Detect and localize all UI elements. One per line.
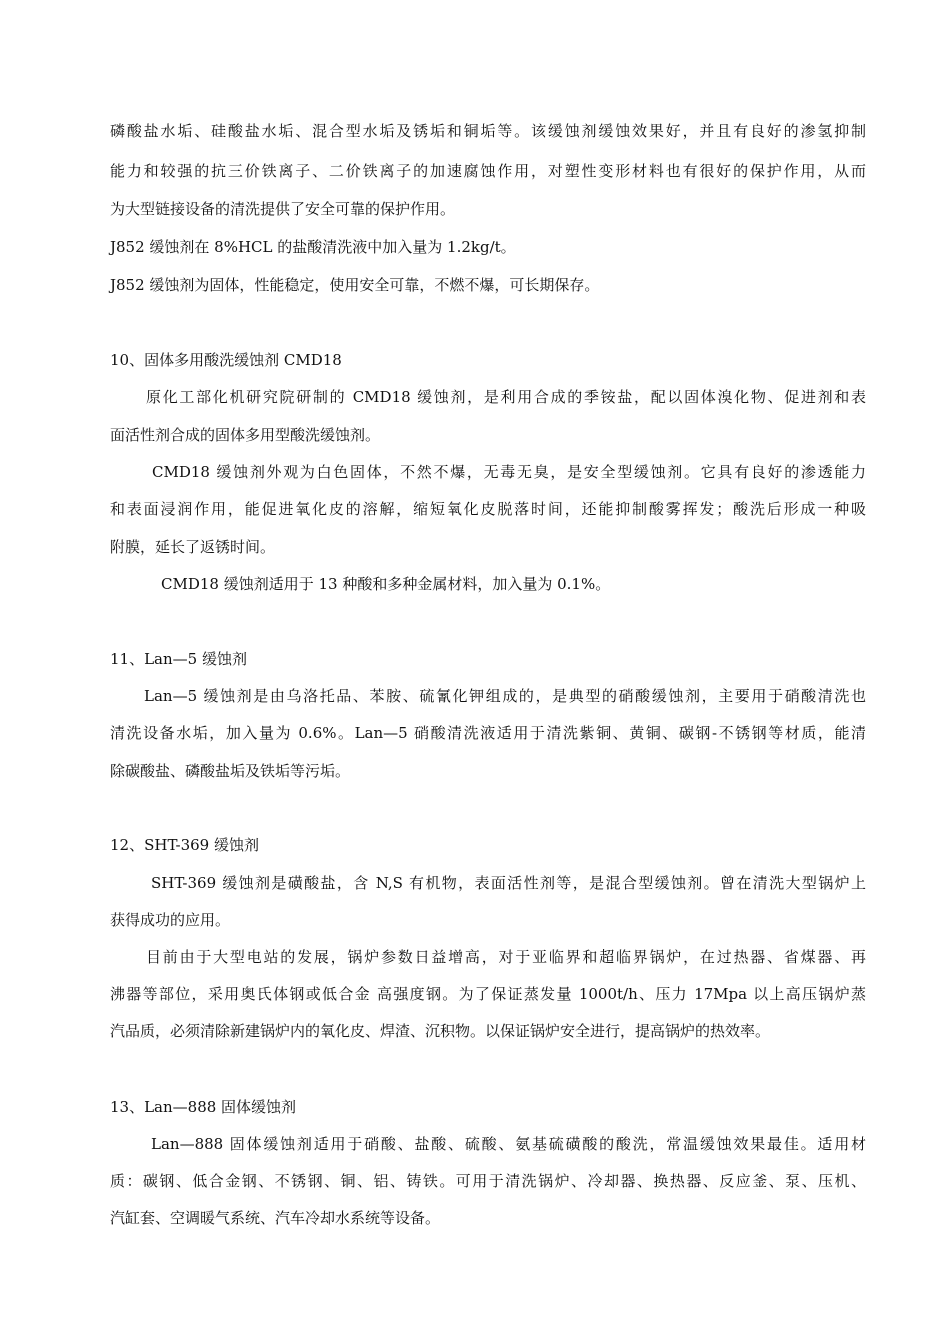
section-10-line-2: 面活性剂合成的固体多用型酸洗缓蚀剂。 — [110, 426, 381, 444]
section-10-line-6: CMD18 缓蚀剂适用于 13 种酸和多种金属材料，加入量为 0.1%。 — [161, 575, 611, 593]
section-12-line-1: SHT-369 缓蚀剂是磺酸盐，含 N,S 有机物，表面活性剂等，是混合型缓蚀剂。曾在清洗大型锅炉上 — [151, 874, 866, 892]
section-11-line-3: 除碳酸盐、磷酸盐垢及铁垢等污垢。 — [110, 762, 351, 780]
section-10-line-3: CMD18 缓蚀剂外观为白色固体，不然不爆，无毒无臭，是安全型缓蚀剂。它具有良好的渗透能力 — [152, 463, 866, 481]
section-12-line-3: 目前由于大型电站的发展，锅炉参数日益增高，对于亚临界和超临界锅炉，在过热器、省煤器、再 — [146, 948, 866, 966]
intro-line-1: 磷酸盐水垢、硅酸盐水垢、混合型水垢及锈垢和铜垢等。该缓蚀剂缓蚀效果好，并且有良好的渗氢抑制 — [110, 122, 866, 140]
section-12-heading: 12、SHT-369 缓蚀剂 — [110, 836, 259, 854]
section-10-heading: 10、固体多用酸洗缓蚀剂 CMD18 — [110, 351, 342, 369]
intro-line-4: J852 缓蚀剂在 8%HCL 的盐酸清洗液中加入量为 1.2kg/t。 — [110, 238, 516, 256]
section-13-line-3: 汽缸套、空调暖气系统、汽车冷却水系统等设备。 — [110, 1209, 441, 1227]
section-13-line-2: 质：碳钢、低合金钢、不锈钢、铜、铝、铸铁。可用于清洗锅炉、冷却器、换热器、反应釜、泵、压机、 — [110, 1172, 866, 1190]
section-12-line-5: 汽品质，必须清除新建锅炉内的氧化皮、焊渣、沉积物。以保证锅炉安全进行，提高锅炉的热效率。 — [110, 1022, 771, 1040]
section-13-line-1: Lan—888 固体缓蚀剂适用于硝酸、盐酸、硫酸、氨基硫磺酸的酸洗，常温缓蚀效果最佳。适用材 — [151, 1135, 866, 1153]
section-12-line-4: 沸器等部位，采用奥氏体钢或低合金 高强度钢。为了保证蒸发量 1000t/h、压力 17Mpa 以上高压锅炉蒸 — [110, 985, 866, 1003]
intro-line-5: J852 缓蚀剂为固体，性能稳定，使用安全可靠，不燃不爆，可长期保存。 — [110, 276, 600, 294]
intro-line-3: 为大型链接设备的清洗提供了安全可靠的保护作用。 — [110, 200, 456, 218]
intro-line-2: 能力和较强的抗三价铁离子、二价铁离子的加速腐蚀作用，对塑性变形材料也有很好的保护作用，从而 — [110, 162, 866, 180]
section-12-line-2: 获得成功的应用。 — [110, 911, 231, 929]
section-10-line-1: 原化工部化机研究院研制的 CMD18 缓蚀剂，是利用合成的季铵盐，配以固体溴化物、促进剂和表 — [146, 388, 866, 406]
section-13-heading: 13、Lan—888 固体缓蚀剂 — [110, 1098, 297, 1116]
section-11-line-2: 清洗设备水垢，加入量为 0.6%。Lan—5 硝酸清洗液适用于清洗紫铜、黄铜、碳钢-不锈钢等材质，能清 — [110, 724, 866, 742]
section-10-line-4: 和表面浸润作用，能促进氧化皮的溶解，缩短氧化皮脱落时间，还能抑制酸雾挥发；酸洗后形成一种吸 — [110, 500, 866, 518]
section-11-line-1: Lan—5 缓蚀剂是由乌洛托品、苯胺、硫氰化钾组成的，是典型的硝酸缓蚀剂，主要用于硝酸清洗也 — [144, 687, 866, 705]
section-10-line-5: 附膜，延长了返锈时间。 — [110, 538, 276, 556]
section-11-heading: 11、Lan—5 缓蚀剂 — [110, 650, 247, 668]
